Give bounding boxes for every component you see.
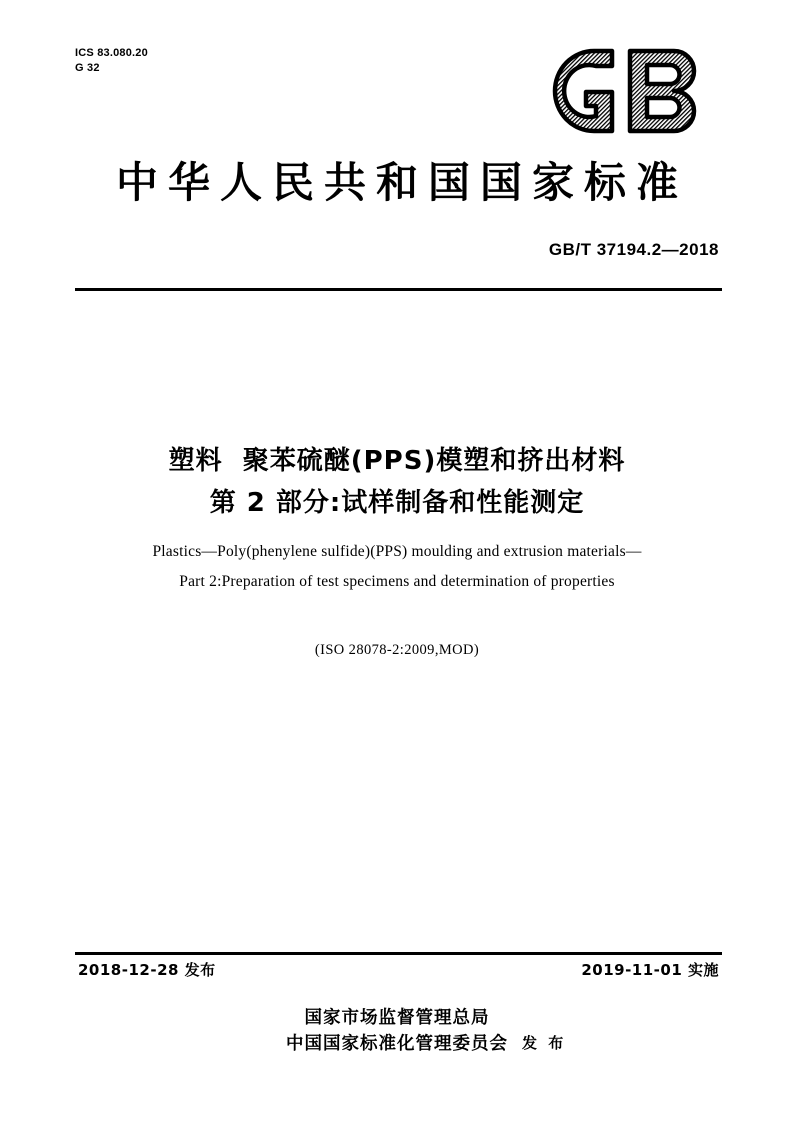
document-title-line1: 塑料 聚苯硫醚(PPS)模塑和挤出材料 <box>168 446 626 476</box>
standard-number: GB/T 37194.2—2018 <box>548 240 719 259</box>
document-title-en-line2: Part 2:Preparation of test specimens and determination of properties <box>179 573 615 590</box>
document-title-english <box>0 537 794 597</box>
implementation-date: 2019-11-01 实施 <box>581 961 719 979</box>
document-title-en-line1: Plastics—Poly(phenylene sulfide)(PPS) moulding and extrusion materials— <box>152 543 642 560</box>
gb-logo-icon <box>552 48 722 134</box>
document-title <box>0 440 794 524</box>
ics-block <box>75 46 148 76</box>
divider-bottom <box>75 952 722 955</box>
publisher-line1: 国家市场监督管理总局 <box>304 1008 490 1028</box>
iso-reference: (ISO 28078-2:2009,MOD) <box>314 642 480 658</box>
page-title: 中华人民共和国国家标准 <box>115 158 688 207</box>
release-label: 发 布 <box>522 1034 567 1052</box>
publisher-line2: 中国国家标准化管理委员会 <box>286 1034 508 1054</box>
publisher-block <box>0 1005 794 1057</box>
ics-code: ICS 83.080.20 <box>75 47 148 59</box>
divider-top <box>75 288 722 291</box>
document-title-line2: 第 2 部分:试样制备和性能测定 <box>209 488 585 518</box>
issue-date: 2018-12-28 发布 <box>78 961 216 979</box>
classification-code: G 32 <box>75 62 100 74</box>
